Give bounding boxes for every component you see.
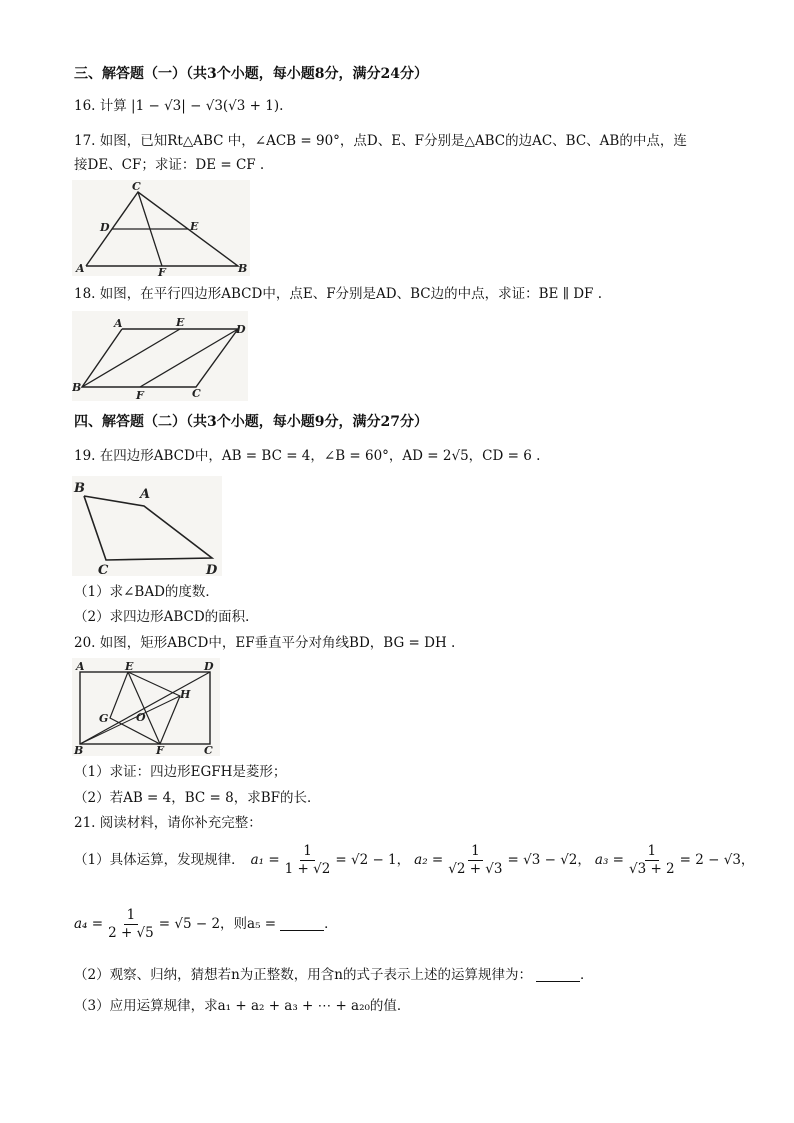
q21-sub2-period: ． xyxy=(579,967,594,983)
q21-a1-rhs: = √2 − 1， xyxy=(335,852,411,868)
q18-label-c: C xyxy=(192,387,201,400)
q20-label-a: A xyxy=(76,660,85,673)
section4-title: 四、解答题（二）（共3个小题，每小题9分，满分27分） xyxy=(74,414,428,430)
q21-a3-den: √3 + 2 xyxy=(628,860,675,877)
q17-line1: 17. 如图，已知Rt△ABC 中，∠ACB = 90°，点D、E、F分别是△ABC的边AC、BC、AB的中点，连 xyxy=(74,133,687,149)
q21-a3-num: 1 xyxy=(645,843,660,861)
q20-label-e: E xyxy=(125,660,134,673)
q19-label-c: C xyxy=(98,563,109,576)
q20-label-g: G xyxy=(99,712,109,725)
q21-sub3: （3）应用运算规律，求a₁ + a₂ + a₃ + ⋯ + a₂₀的值． xyxy=(74,998,411,1014)
q20-label-o: O xyxy=(136,711,146,724)
q18-label-b: B xyxy=(72,381,82,394)
q19-label-b: B xyxy=(74,481,85,496)
q21-a2-den: √2 + √3 xyxy=(448,860,503,877)
q20-figure xyxy=(72,658,220,756)
q21-sub2-row xyxy=(74,965,593,985)
q20-text: 20. 如图，矩形ABCD中，EF垂直平分对角线BD，BG = DH . xyxy=(74,635,456,651)
q17-label-e: E xyxy=(190,220,199,233)
q21-a4-fraction xyxy=(105,907,157,942)
q19-sub1: （1）求∠BAD的度数． xyxy=(74,584,219,600)
q21-a1-fraction xyxy=(282,843,334,878)
q21-a2-fraction xyxy=(445,843,505,878)
q21-a4-num: 1 xyxy=(124,907,139,925)
q18-label-e: E xyxy=(176,316,185,329)
q18-figure xyxy=(72,311,248,401)
q21-a2-rhs: = √3 − √2， xyxy=(507,852,591,868)
q20-label-d: D xyxy=(204,660,214,673)
q20-sub1: （1）求证：四边形EGFH是菱形； xyxy=(74,764,287,780)
q18-label-d: D xyxy=(236,323,246,336)
q19-text: 19. 在四边形ABCD中，AB = BC = 4，∠B = 60°，AD = 2√5，CD = 6 . xyxy=(74,448,541,464)
q21-a2-num: 1 xyxy=(468,843,483,861)
q21-a1-den: 1 + √2 xyxy=(284,860,331,877)
q17-label-b: B xyxy=(238,262,248,275)
q21-a4-den: 2 + √5 xyxy=(108,924,154,941)
q21-a3-rhs: = 2 − √3， xyxy=(679,852,755,868)
q18-label-f: F xyxy=(136,389,144,401)
q18-label-a: A xyxy=(114,317,123,330)
q17-label-d: D xyxy=(100,221,110,234)
q21-a5-answer-blank[interactable] xyxy=(280,917,324,931)
q21-a1-num: 1 xyxy=(300,843,315,861)
q21-a4-lhs: a₄ = xyxy=(74,916,104,932)
q21-sub1-lead: （1）具体运算，发现规律． xyxy=(74,852,245,868)
q21-a1-lhs: a₁ = xyxy=(250,852,280,868)
q21-sub2: （2）观察、归纳，猜想若n为正整数，用含n的式子表示上述的运算规律为： xyxy=(74,967,532,983)
q17-label-a: A xyxy=(76,262,85,275)
q21-a4-row xyxy=(74,906,338,942)
q17-figure xyxy=(72,180,250,276)
q21-a3-fraction xyxy=(626,843,678,878)
q21-a4-rhs: = √5 − 2，则a₅ = xyxy=(158,916,277,932)
q20-label-h: H xyxy=(180,688,191,701)
q16-text: 16. 计算 |1 − √3| − √3(√3 + 1). xyxy=(74,98,284,114)
q21-a4-period: ． xyxy=(324,916,338,932)
q21-sub2-answer-blank[interactable] xyxy=(536,968,580,982)
q19-figure xyxy=(72,476,222,576)
q21-text: 21. 阅读材料，请你补充完整： xyxy=(74,815,262,831)
q19-sub2: （2）求四边形ABCD的面积． xyxy=(74,609,259,625)
q18-text: 18. 如图，在平行四边形ABCD中，点E、F分别是AD、BC边的中点，求证：BE ∥ DF . xyxy=(74,286,602,302)
q20-label-c: C xyxy=(204,744,213,756)
q20-label-f: F xyxy=(156,744,164,756)
q17-label-c: C xyxy=(132,180,141,193)
q19-label-d: D xyxy=(206,563,218,576)
q17-label-f: F xyxy=(158,266,166,276)
section3-title: 三、解答题（一）（共3个小题，每小题8分，满分24分） xyxy=(74,66,428,82)
q21-a3-lhs: a₃ = xyxy=(594,852,624,868)
q20-sub2: （2）若AB = 4，BC = 8，求BF的长． xyxy=(74,790,321,806)
q17-line2: 接DE、CF；求证：DE = CF . xyxy=(74,157,265,173)
q19-label-a: A xyxy=(140,487,151,502)
q21-sub1-row xyxy=(74,842,754,878)
q21-a2-lhs: a₂ = xyxy=(414,852,444,868)
q20-label-b: B xyxy=(74,744,84,756)
